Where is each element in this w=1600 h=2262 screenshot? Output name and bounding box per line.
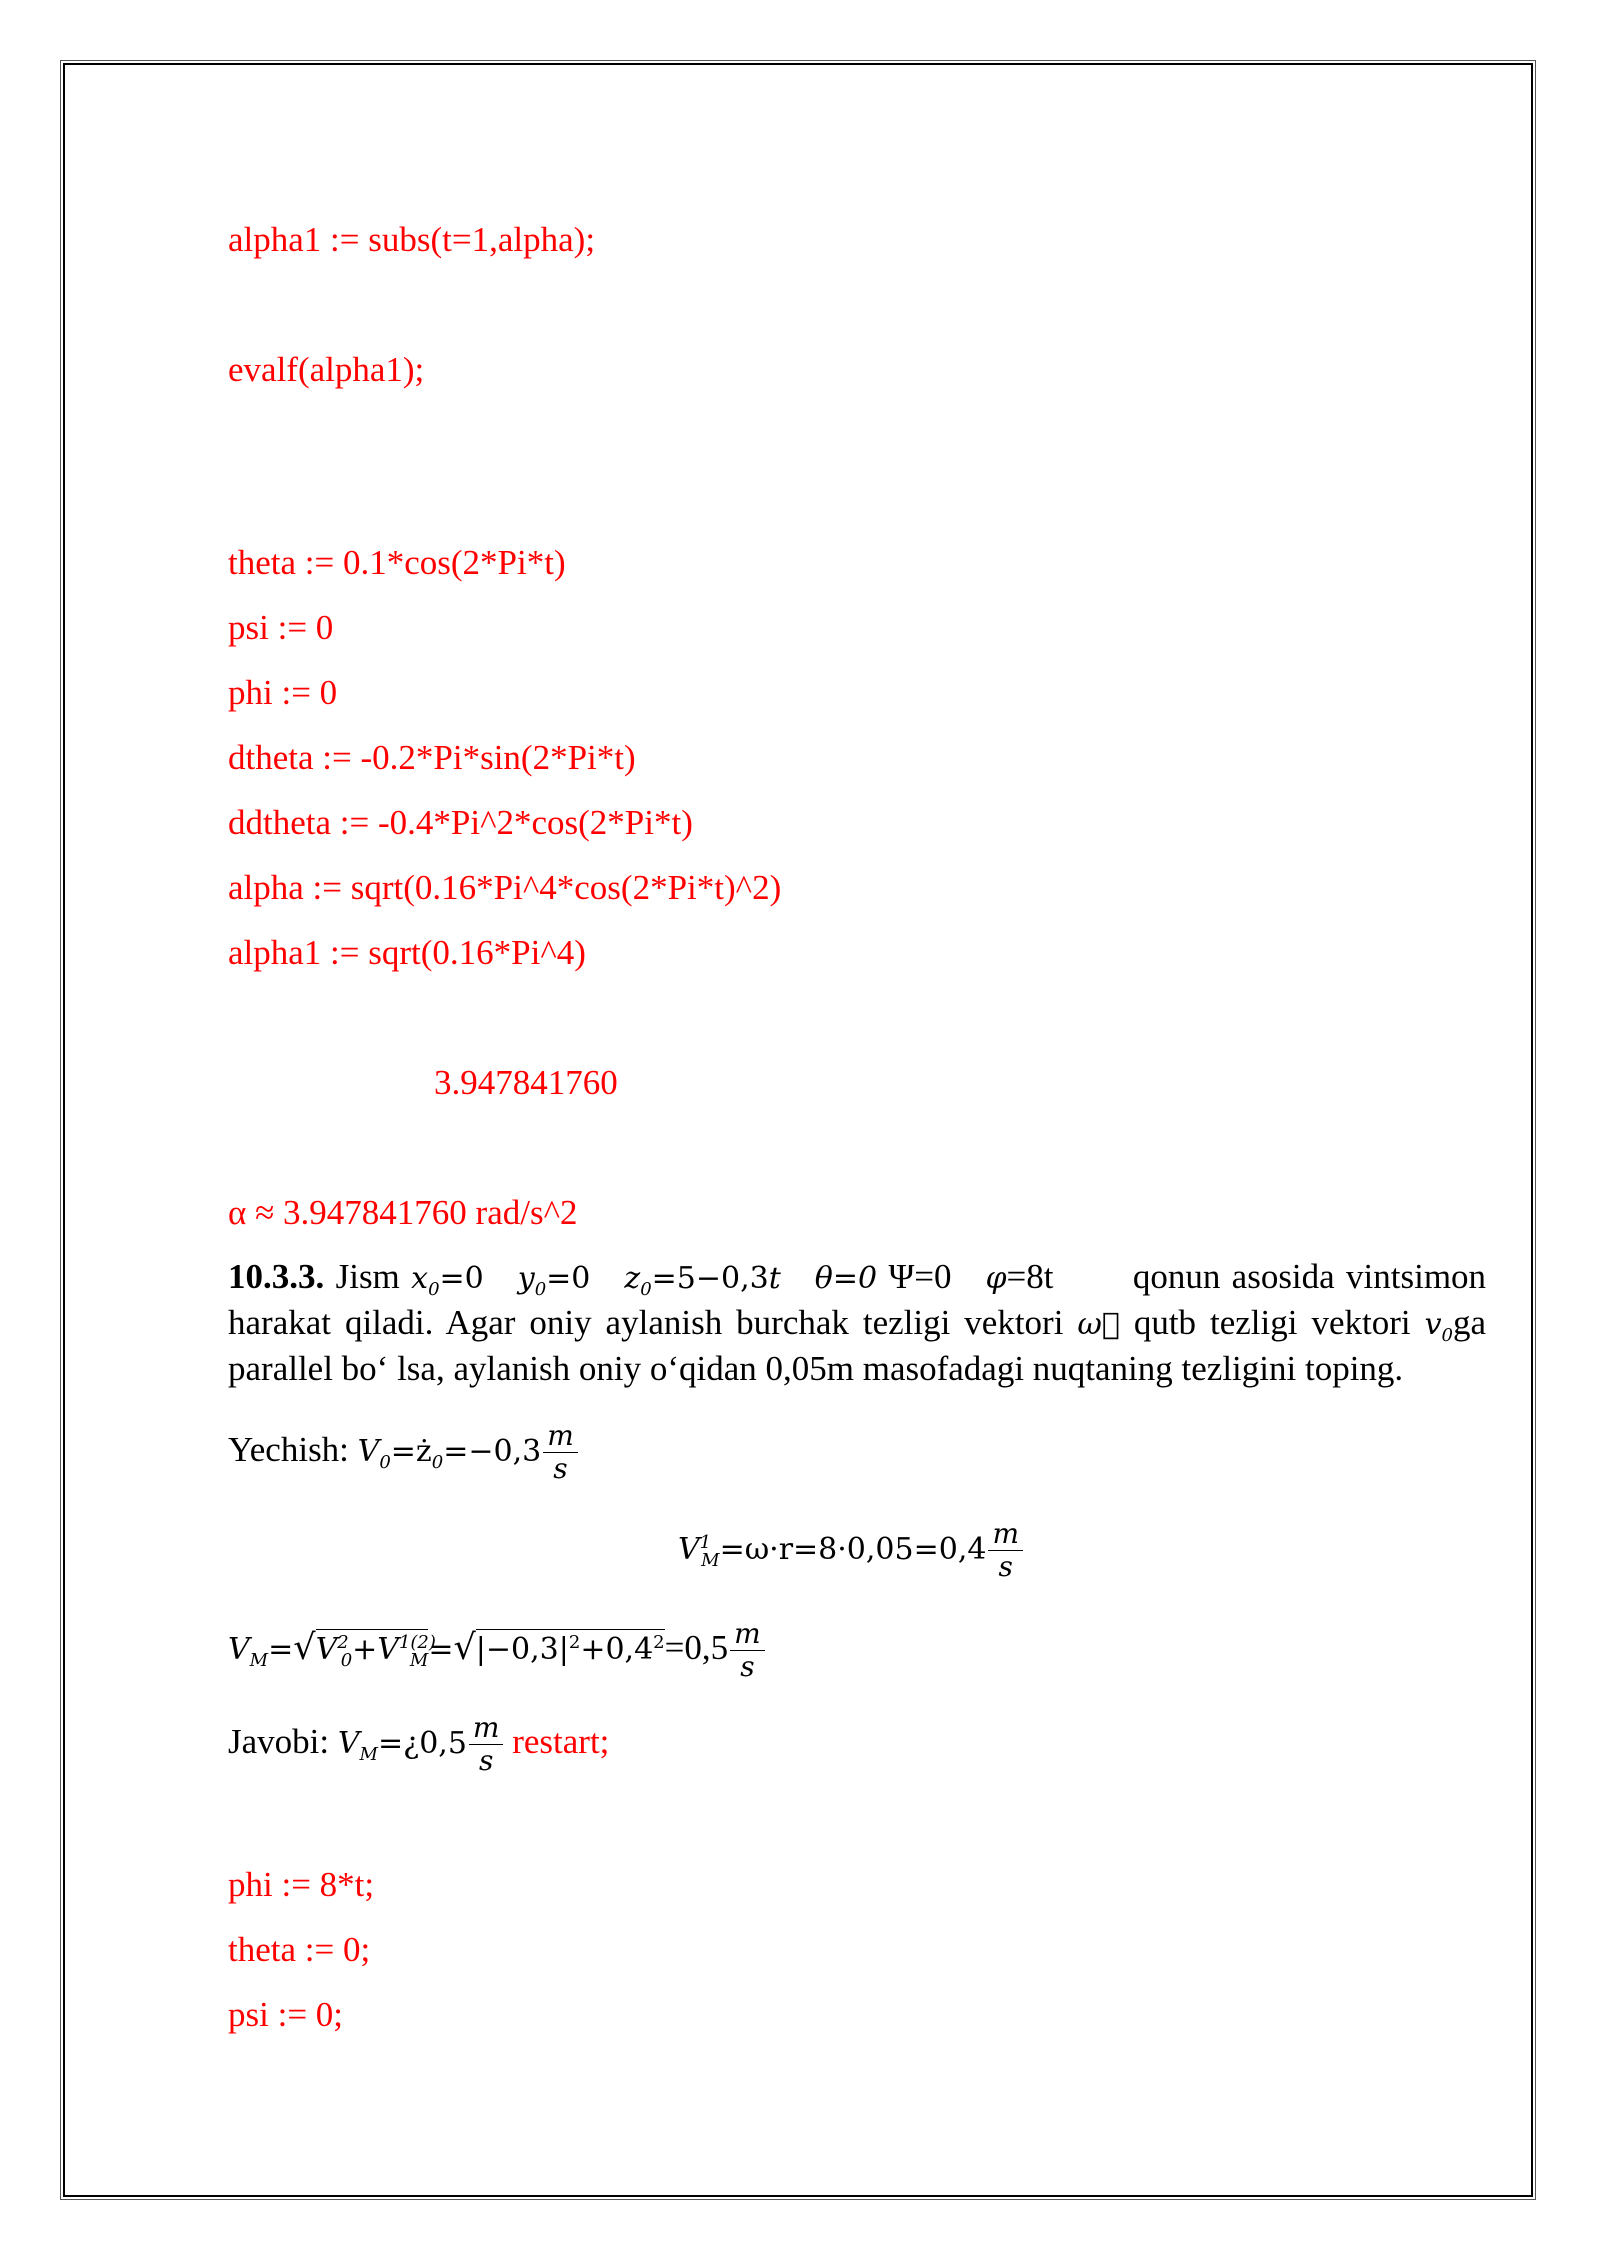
code-line: dtheta := -0.2*Pi*sin(2*Pi*t) xyxy=(228,738,636,777)
code-line: theta := 0; xyxy=(228,1930,371,1969)
problem-text-1: qonun asosida vintsimon harakat qiladi. Agar oniy aylanish burchak tezligi vektori xyxy=(228,1257,1487,1342)
equation-vm1: $V^1_M=\omega\cdot r=8\cdot 0,05=0,4$ $\frac{m}{s}$ xyxy=(678,1518,1023,1583)
problem-text-3: ga parallel bo‘ lsa, aylanish oniy o‘qidan 0,05m masofadagi nuqtaning tezligini toping. xyxy=(228,1303,1487,1388)
code-line: phi := 0 xyxy=(228,673,338,712)
problem-paragraph xyxy=(228,1255,1486,1391)
v0-symbol: $v_0$ xyxy=(1424,1307,1453,1346)
radicand-1: $V^2_0+V^{1(2)}_M$ xyxy=(316,1629,429,1667)
result-value: 3.947841760 xyxy=(434,1063,618,1102)
problem-number: 10.3.3. xyxy=(228,1257,325,1296)
code-line: phi := 8*t; xyxy=(228,1865,375,1904)
solution-label: Yechish: xyxy=(228,1430,349,1469)
condition-y: $y_0=0$ xyxy=(517,1261,591,1300)
condition-phi: φ=8t xyxy=(985,1257,1054,1296)
answer-equation: $V_M=¿0,5$ xyxy=(337,1726,467,1765)
condition-psi: Ψ=0 xyxy=(888,1257,952,1296)
code-line: evalf(alpha1); xyxy=(228,350,425,389)
unit-fraction: $\frac{m}{s}$ xyxy=(730,1618,765,1683)
radicand-2: $|-0,3|^2+0,4^2$ xyxy=(476,1629,665,1667)
problem-intro: Jism xyxy=(335,1257,400,1296)
condition-z: $z_0=5-0,3t$ xyxy=(624,1261,781,1300)
equation-vm: $V_M=√V^2_0+V^{1(2)}_M=√|-0,3|^2+0,4^2=0,5$ $\frac{m}{s}$ xyxy=(228,1618,765,1683)
code-line: theta := 0.1*cos(2*Pi*t) xyxy=(228,543,566,582)
code-line: alpha1 := sqrt(0.16*Pi^4) xyxy=(228,933,586,972)
code-line: ddtheta := -0.4*Pi^2*cos(2*Pi*t) xyxy=(228,803,693,842)
answer-label: Javobi: xyxy=(228,1722,330,1761)
code-line: alpha := sqrt(0.16*Pi^4*cos(2*Pi*t)^2) xyxy=(228,868,782,907)
unit-fraction: $\frac{m}{s}$ xyxy=(988,1518,1023,1583)
result-statement: α ≈ 3.947841760 rad/s^2 xyxy=(228,1193,578,1232)
solution-line xyxy=(228,1420,578,1485)
condition-theta: θ=0 xyxy=(814,1261,878,1296)
code-line: alpha1 := subs(t=1,alpha); xyxy=(228,220,596,259)
code-line: psi := 0; xyxy=(228,1995,344,2034)
omega-vector: ω⃗ xyxy=(1077,1307,1120,1342)
problem-text-2: qutb tezligi vektori xyxy=(1133,1303,1411,1342)
code-line: psi := 0 xyxy=(228,608,334,647)
restart-command: restart; xyxy=(512,1722,610,1761)
unit-fraction: $\frac{m}{s}$ xyxy=(543,1420,578,1485)
condition-x: $x_0=0$ xyxy=(411,1261,484,1300)
equation-v0: $V_0=ż_0=-0,3$ xyxy=(357,1434,542,1473)
answer-line xyxy=(228,1712,609,1777)
unit-fraction: $\frac{m}{s}$ xyxy=(469,1712,504,1777)
